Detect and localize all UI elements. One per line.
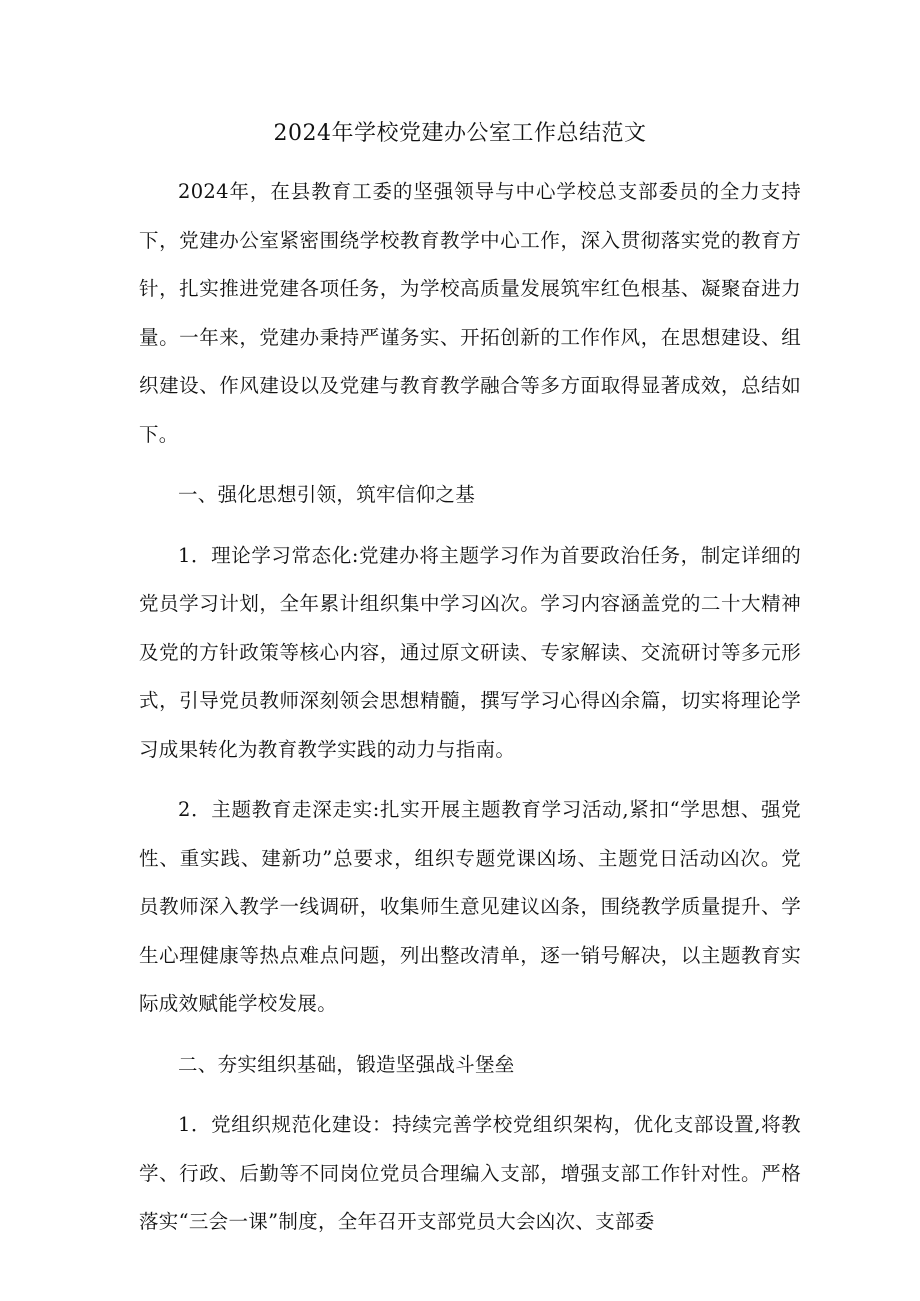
document-title: 2024年学校党建办公室工作总结范文 [273,121,647,146]
paragraph-2-1: 1．党组织规范化建设：持续完善学校党组织架构，优化支部设置,将教学、行政、后勤等不同岗位党员合理编入支部，增强支部工作针对性。严格落实“三会一课”制度，全年召开支部党员大会凶次、支部委 [139,1113,801,1233]
paragraph-1-2: 2．主题教育走深走实:扎实开展主题教育学习活动,紧扣“学思想、强党性、重实践、建新功”总要求，组织专题党课凶场、主题党日活动凶次。党员教师深入教学一线调研，收集师生意见建议凶条，围绕教学质量提升、学生心理健康等热点难点问题，列出整改清单，逐一销号解决，以主题教育实际成效赋能学校发展。 [139,798,801,1015]
section-heading-1: 一、强化思想引领，筑牢信仰之基 [178,483,476,506]
intro-paragraph: 2024年，在县教育工委的坚强领导与中心学校总支部委员的全力支持下，党建办公室紧密围绕学校教育教学中心工作，深入贯彻落实党的教育方针，扎实推进党建各项任务，为学校高质量发展筑牢红色根基、凝聚奋进力量。一年来，党建办秉持严谨务实、开拓创新的工作作风，在思想建设、组织建设、作风建设以及党建与教育教学融合等多方面取得显著成效，总结如下。 [139,180,801,446]
document-body [139,168,801,1247]
paragraph-1-1: 1．理论学习常态化:党建办将主题学习作为首要政治任务，制定详细的党员学习计划，全年累计组织集中学习凶次。学习内容涵盖党的二十大精神及党的方针政策等核心内容，通过原文研读、专家解读、交流研讨等多元形式，引导党员教师深刻领会思想精髓，撰写学习心得凶余篇，切实将理论学习成果转化为教育教学实践的动力与指南。 [139,543,801,761]
section-heading-2: 二、夯实组织基础，锻造坚强战斗堡垒 [178,1052,515,1076]
